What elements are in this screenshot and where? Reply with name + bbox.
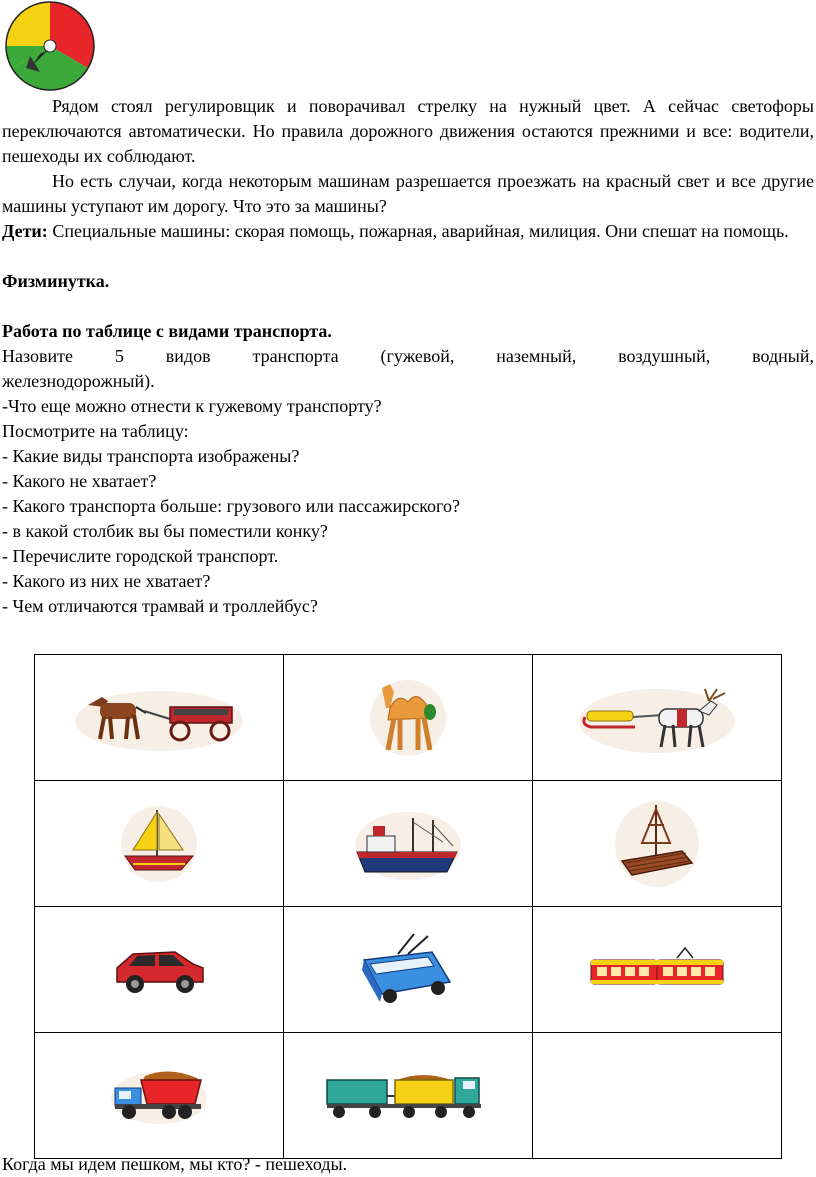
body-text <box>2 94 814 619</box>
children-answer: Специальные машины: скорая помощь, пожарная, аварийная, милиция. Они спешат на помощь. <box>47 221 789 241</box>
horse-cart-icon <box>74 683 244 753</box>
raft-icon <box>612 799 702 889</box>
table-row <box>35 655 782 781</box>
table-cell <box>533 655 782 781</box>
question-5: - Какого транспорта больше: грузового или пассажирского? <box>2 496 460 516</box>
table-cell <box>533 781 782 907</box>
table-cell <box>284 907 533 1033</box>
table-row <box>35 907 782 1033</box>
traffic-wheel-icon <box>0 0 100 92</box>
camel-icon <box>368 678 448 758</box>
heading-table-work: Работа по таблице с видами транспорта. <box>2 321 332 341</box>
question-1: -Что еще можно отнести к гужевому транспорту? <box>2 396 382 416</box>
question-9: - Чем отличаются трамвай и троллейбус? <box>2 596 318 616</box>
table-row <box>35 1033 782 1159</box>
children-label: Дети: <box>2 221 48 241</box>
paragraph-3 <box>2 219 814 244</box>
question-3: - Какие виды транспорта изображены? <box>2 446 300 466</box>
table-cell <box>284 781 533 907</box>
question-6: - в какой столбик вы бы поместили конку? <box>2 521 328 541</box>
tram-icon <box>587 944 727 996</box>
table-cell <box>35 1033 284 1159</box>
line-transport-types-end: железнодорожный). <box>2 371 155 391</box>
ship-icon <box>353 806 463 882</box>
table-cell-empty <box>533 1033 782 1159</box>
truck-trailer-icon <box>323 1066 493 1126</box>
table-cell <box>533 907 782 1033</box>
table-row <box>35 781 782 907</box>
question-2: Посмотрите на таблицу: <box>2 421 189 441</box>
question-8: - Какого из них не хватает? <box>2 571 211 591</box>
paragraph-2: Но есть случаи, когда некоторым машинам разрешается проезжать на красный свет и все другие машины уступают им дорогу. Что это за машины? <box>2 171 814 216</box>
table-cell <box>35 781 284 907</box>
transport-table <box>34 654 782 1159</box>
question-7: - Перечислите городской транспорт. <box>2 546 279 566</box>
line-transport-types: Назовите 5 видов транспорта (гужевой, наземный, воздушный, водный, <box>2 346 814 366</box>
table-cell <box>284 655 533 781</box>
table-cell <box>35 655 284 781</box>
question-4: - Какого не хватает? <box>2 471 157 491</box>
footer-line: Когда мы идем пешком, мы кто? - пешеходы. <box>2 1154 348 1174</box>
table-cell <box>284 1033 533 1159</box>
dump-truck-icon <box>109 1066 209 1126</box>
trolleybus-icon <box>358 930 458 1010</box>
car-icon <box>111 942 207 998</box>
sailboat-icon <box>119 804 199 884</box>
table-cell <box>35 907 284 1033</box>
reindeer-sled-icon <box>577 681 737 755</box>
heading-fizminutka: Физминутка. <box>2 271 110 291</box>
paragraph-1: Рядом стоял регулировщик и поворачивал стрелку на нужный цвет. А сейчас светофоры переключаются автоматически. Но правила дорожного движения остаются прежними и все: водители, пешеходы их соблюдают. <box>2 96 814 166</box>
